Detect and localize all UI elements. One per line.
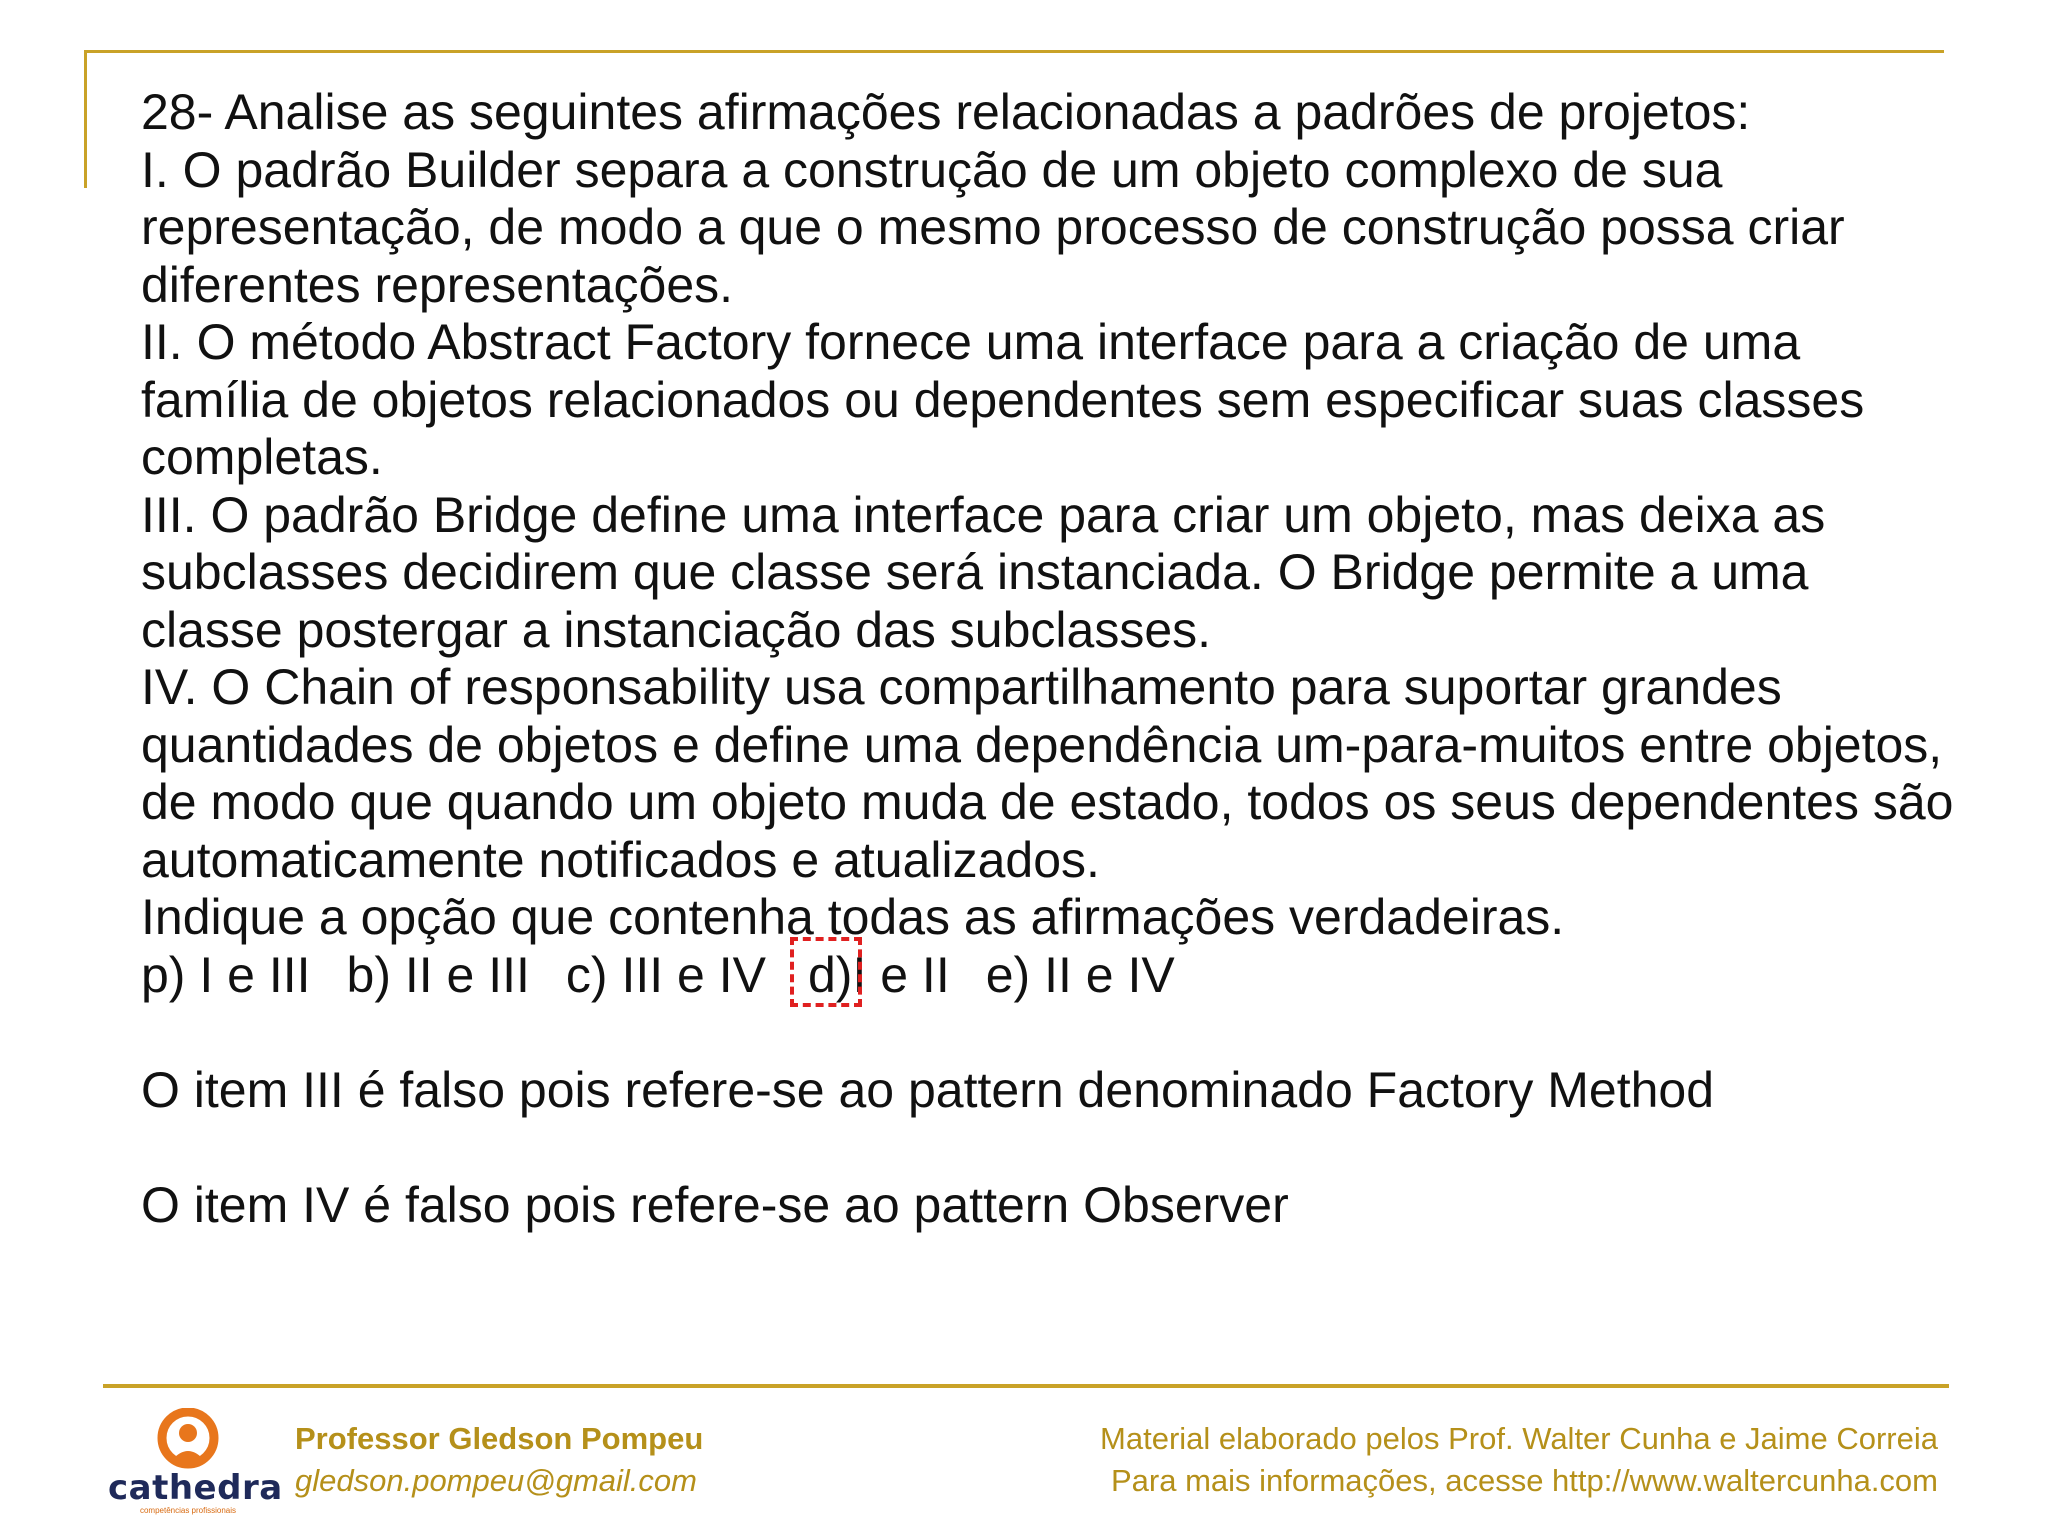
answer-options <box>141 947 2021 1005</box>
question-line-0: 28- Analise as seguintes afirmações relacionadas a padrões de projetos: <box>141 84 1751 140</box>
statement-ii-line-2: família de objetos relacionados ou dependentes sem especificar suas classes <box>141 371 1865 428</box>
option-d-highlighted: d) <box>807 946 853 1003</box>
statement-iv-line-1: IV. O Chain of responsability usa compartilhamento para suportar grandes <box>141 659 1782 715</box>
statement-i-line-1: I. O padrão Builder separa a construção de um objeto complexo de sua <box>141 141 1723 198</box>
footer-divider <box>103 1384 1949 1388</box>
statement-iii-line-1: III. O padrão Bridge define uma interface para criar um objeto, mas deixa as <box>141 486 1826 543</box>
professor-info <box>295 1418 703 1502</box>
cathedra-logo <box>108 1408 283 1518</box>
statement-iv-line-4: automaticamente notificados e atualizados. <box>141 831 1100 888</box>
option-d-text: I e II <box>852 946 950 1003</box>
material-credits <box>1100 1418 1938 1502</box>
statement-iii-line-2: subclasses decidirem que classe será instanciada. O Bridge permite a uma <box>141 544 1809 600</box>
statement-iv-line-3: de modo que quando um objeto muda de estado, todos os seus dependentes são <box>141 774 1954 830</box>
logo-tagline: competências profissionais <box>139 1506 237 1515</box>
statement-ii-line-3: completas. <box>141 429 383 485</box>
statement-iii-line-3: classe postergar a instanciação das subclasses. <box>141 601 1212 658</box>
statement-iv-line-2: quantidades de objetos e define uma dependência um-para-muitos entre objetos, <box>141 716 1943 773</box>
statement-i-line-2: representação, de modo a que o mesmo processo de construção possa criar <box>141 199 1845 255</box>
explanation-item-iv: O item IV é falso pois refere-se ao pattern Observer <box>141 1176 1289 1233</box>
left-border <box>84 50 87 188</box>
professor-name: Professor Gledson Pompeu <box>295 1421 704 1456</box>
credits-authors: Material elaborado pelos Prof. Walter Cunha e Jaime Correia <box>1100 1421 1938 1456</box>
option-e: e) II e IV <box>985 946 1175 1003</box>
statement-i-line-3: diferentes representações. <box>141 256 734 313</box>
professor-email: gledson.pompeu@gmail.com <box>295 1463 697 1498</box>
statement-ii-line-1: II. O método Abstract Factory fornece uma interface para a criação de uma <box>141 314 1801 370</box>
option-b: b) II e III <box>346 946 530 1003</box>
question-prompt: Indique a opção que contenha todas as afirmações verdadeiras. <box>141 889 1565 945</box>
option-c: c) III e IV <box>565 946 766 1003</box>
top-border <box>84 50 1944 53</box>
logo-wordmark: cathedra <box>108 1468 283 1508</box>
question-body <box>141 84 2021 1234</box>
explanation-item-iii: O item III é falso pois refere-se ao pattern denominado Factory Method <box>141 1061 1715 1118</box>
option-a: p) I e III <box>141 946 311 1003</box>
credits-website: Para mais informações, acesse http://www.waltercunha.com <box>1110 1463 1938 1498</box>
